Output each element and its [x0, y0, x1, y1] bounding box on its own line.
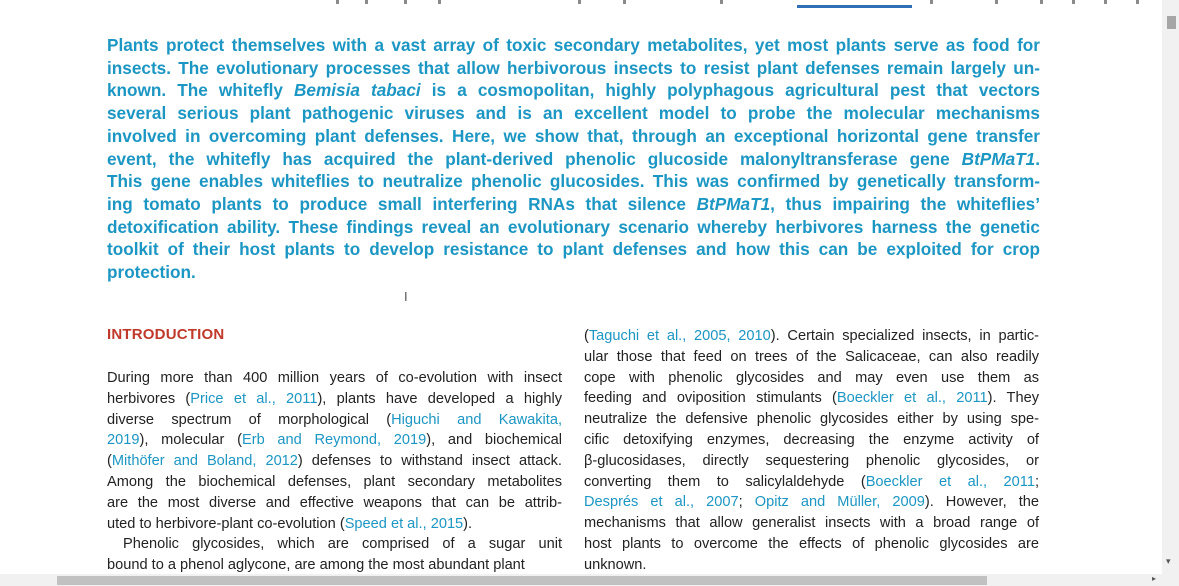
citation-link[interactable]: Després et al., 2007 — [584, 494, 739, 511]
italic-term: BtPMaT1 — [696, 193, 771, 214]
right-column-line: (Taguchi et al., 2005, 2010). Certain specialized insects, in partic- — [584, 328, 1039, 344]
section-heading: INTRODUCTION — [107, 326, 225, 343]
toolbar-icon[interactable] — [1104, 0, 1107, 4]
abstract-line: toolkit of their host plants to develop resistance to plant defenses and how this can be exploited for crop — [107, 239, 1040, 260]
citation-link[interactable]: Taguchi et al., 2005, 2010 — [588, 328, 771, 344]
citation-link[interactable]: Boeckler et al., 2011 — [865, 473, 1035, 490]
right-column-line: Després et al., 2007; Opitz and Müller, 2009). However, the — [584, 494, 1039, 511]
citation-link[interactable]: Higuchi and Kawakita, — [391, 411, 562, 428]
scroll-down-arrow-icon[interactable]: ▾ — [1166, 556, 1171, 566]
right-column-line: unknown. — [584, 556, 647, 573]
right-column-line: neutralize the defensive phenolic glycosides either by using spe- — [584, 411, 1039, 428]
toolbar-icon[interactable] — [578, 0, 581, 4]
right-column-line: mechanisms that allow generalist insects with a broad range of — [584, 515, 1039, 532]
toolbar-icon[interactable] — [438, 0, 441, 4]
toolbar-icon[interactable] — [720, 0, 723, 4]
text-cursor-icon: I — [404, 289, 408, 304]
right-column-line: host plants to overcome the effects of phenolic glycosides are — [584, 535, 1039, 552]
abstract-line: known. The whitefly Bemisia tabaci is a cosmopolitan, highly polyphagous agricultural pest that vectors — [107, 80, 1040, 101]
vertical-scrollbar[interactable] — [1162, 0, 1179, 586]
citation-link[interactable]: 2019 — [107, 432, 140, 449]
toolbar-icon[interactable] — [365, 0, 368, 4]
citation-link[interactable]: Erb and Reymond, 2019 — [241, 432, 427, 449]
left-column-line: uted to herbivore-plant co-evolution (Speed et al., 2015). — [107, 515, 473, 532]
right-column-line: feeding and oviposition stimulants (Boeckler et al., 2011). They — [584, 390, 1039, 407]
abstract-line: protection. — [107, 262, 196, 283]
right-column-line: ular those that feed on trees of the Salicaceae, can also readily — [584, 348, 1039, 365]
abstract-line: several serious plant pathogenic viruses and is an excellent model to probe the molecular mechanisms — [107, 103, 1040, 124]
right-column-text — [584, 326, 1039, 576]
italic-term: Bemisia tabaci — [294, 80, 421, 101]
horizontal-scrollbar[interactable] — [0, 574, 1162, 586]
left-column-line: (Mithöfer and Boland, 2012) defenses to withstand insect attack. — [107, 453, 562, 470]
horizontal-scroll-thumb[interactable] — [57, 576, 987, 585]
scroll-right-arrow-icon[interactable]: ▸ — [1152, 574, 1157, 583]
citation-link[interactable]: Mithöfer and Boland, 2012 — [111, 453, 298, 470]
toolbar-icon[interactable] — [1136, 0, 1139, 4]
abstract-line: insects. The evolutionary processes that allow herbivorous insects to resist plant defenses remain largely un- — [107, 57, 1040, 78]
abstract-line: ing tomato plants to produce small interfering RNAs that silence BtPMaT1, thus impairing the whiteflies’ — [107, 193, 1040, 214]
citation-link[interactable]: Price et al., 2011 — [190, 390, 318, 407]
toolbar-icon[interactable] — [930, 0, 933, 4]
toolbar-icon[interactable] — [1072, 0, 1075, 4]
abstract-line: This gene enables whiteflies to neutralize phenolic glucosides. This was confirmed by genetically transform- — [107, 171, 1040, 192]
abstract-line: event, the whitefly has acquired the plant-derived phenolic glucoside malonyltransferase gene BtPMaT1. — [107, 148, 1040, 169]
left-column-line: are the most diverse and effective weapons that can be attrib- — [107, 494, 562, 511]
toolbar-icon[interactable] — [404, 0, 407, 4]
left-column-text — [107, 368, 562, 576]
left-column-line: Among the biochemical defenses, plant secondary metabolites — [107, 473, 562, 490]
right-column-line: cope with phenolic glycosides and may even use them as — [584, 369, 1039, 386]
left-column-line: 2019), molecular (Erb and Reymond, 2019), and biochemical — [107, 432, 562, 449]
right-column-line: converting them to salicylaldehyde (Boeckler et al., 2011; — [584, 473, 1040, 490]
abstract-line: Plants protect themselves with a vast array of toxic secondary metabolites, yet most plants serve as food for — [107, 35, 1040, 55]
right-column-line: β-glucosidases, directly sequestering phenolic glycosides, or — [584, 452, 1039, 469]
toolbar-icon[interactable] — [1040, 0, 1043, 4]
right-column-line: cific detoxifying enzymes, decreasing the enzyme activity of — [584, 431, 1039, 448]
left-column-line: Phenolic glycosides, which are comprised of a sugar unit — [123, 536, 562, 553]
citation-link[interactable]: Speed et al., 2015 — [344, 515, 464, 532]
left-column-line: bound to a phenol aglycone, are among the most abundant plant — [107, 557, 525, 574]
citation-link[interactable]: Boeckler et al., 2011 — [836, 390, 988, 407]
toolbar-icon[interactable] — [623, 0, 626, 4]
toolbar-icon[interactable] — [995, 0, 998, 4]
vertical-scroll-thumb[interactable] — [1167, 16, 1176, 29]
abstract-line: detoxification ability. These findings reveal an evolutionary scenario whereby herbivores harness the genetic — [107, 216, 1040, 237]
left-column-line: diverse spectrum of morphological (Higuchi and Kawakita, — [107, 411, 562, 428]
abstract-text — [107, 34, 1040, 284]
left-column-line: During more than 400 million years of co-evolution with insect — [107, 370, 562, 386]
abstract-line: involved in overcoming plant defenses. Here, we show that, through an exceptional horizontal gene transfer — [107, 125, 1040, 146]
citation-link[interactable]: Opitz and Müller, 2009 — [754, 494, 925, 511]
document-page — [0, 8, 1162, 574]
left-column-line: herbivores (Price et al., 2011), plants have developed a highly — [107, 390, 562, 407]
italic-term: BtPMaT1 — [961, 148, 1036, 169]
toolbar-icon[interactable] — [336, 0, 339, 4]
